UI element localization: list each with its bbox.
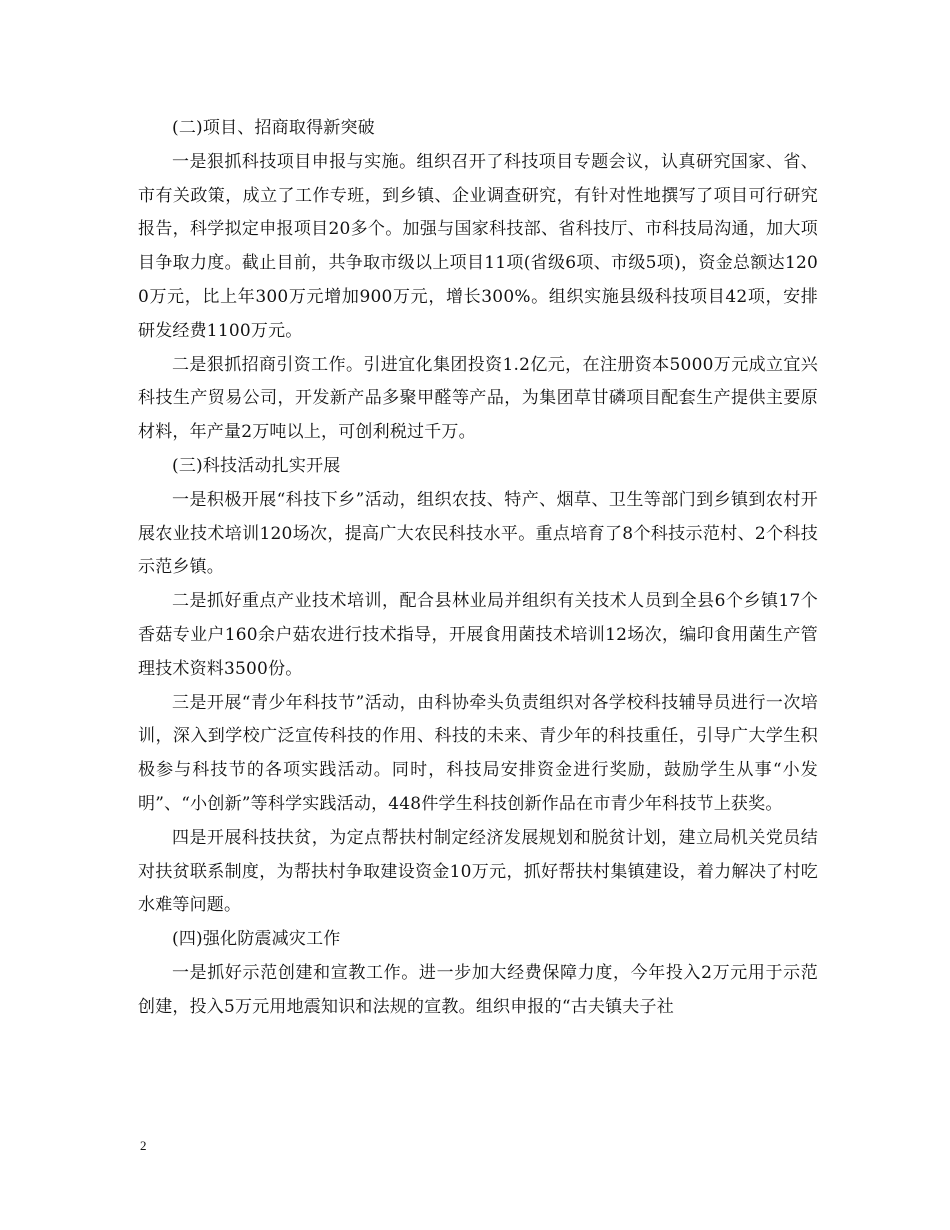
paragraph: 二是狠抓招商引资工作。引进宜化集团投资1.2亿元，在注册资本5000万元成立宜兴科技生产贸易公司，开发新产品多聚甲醛等产品，为集团草甘磷项目配套生产提供主要原材料，年产量2万吨以上，可创利税过千万。 [138,354,818,443]
paragraph: 一是抓好示范创建和宣教工作。进一步加大经费保障力度，今年投入2万元用于示范创建，投入5万元用地震知识和法规的宣教。组织申报的“古夫镇夫子社 [138,962,818,1017]
document-body [138,112,818,1025]
paragraph: 三是开展“青少年科技节”活动，由科协牵头负责组织对各学校科技辅导员进行一次培训，深入到学校广泛宣传科技的作用、科技的未来、青少年的科技重任，引导广大学生积极参与科技节的各项实践活动。同时，科技局安排资金进行奖励，鼓励学生从事“小发明”、“小创新”等科学实践活动，448件学生科技创新作品在市青少年科技节上获奖。 [138,692,818,814]
paragraph: 一是狠抓科技项目申报与实施。组织召开了科技项目专题会议，认真研究国家、省、市有关政策，成立了工作专班，到乡镇、企业调查研究，有针对性地撰写了项目可行研究报告，科学拟定申报项目20多个。加强与国家科技部、省科技厅、市科技局沟通，加大项目争取力度。截止目前，共争取市级以上项目11项(省级6项、市级5项)，资金总额达1200万元，比上年300万元增加900万元，增长300%。组织实施县级科技项目42项，安排研发经费1100万元。 [138,151,818,341]
section-heading-3: (三)科技活动扎实开展 [172,455,341,476]
paragraph: 四是开展科技扶贫，为定点帮扶村制定经济发展规划和脱贫计划，建立局机关党员结对扶贫联系制度，为帮扶村争取建设资金10万元，抓好帮扶村集镇建设，着力解决了村吃水难等问题。 [138,827,818,916]
section-heading-2: (二)项目、招商取得新突破 [172,118,375,138]
section-heading-4: (四)强化防震减灾工作 [172,929,341,950]
page-number: 2 [140,1138,147,1153]
paragraph: 一是积极开展“科技下乡”活动，组织农技、特产、烟草、卫生等部门到乡镇到农村开展农业技术培训120场次，提高广大农民科技水平。重点培育了8个科技示范村、2个科技示范乡镇。 [138,489,818,578]
paragraph: 二是抓好重点产业技术培训，配合县林业局并组织有关技术人员到全县6个乡镇17个香菇专业户160余户菇农进行技术指导，开展食用菌技术培训12场次，编印食用菌生产管理技术资料3500份。 [138,591,818,679]
